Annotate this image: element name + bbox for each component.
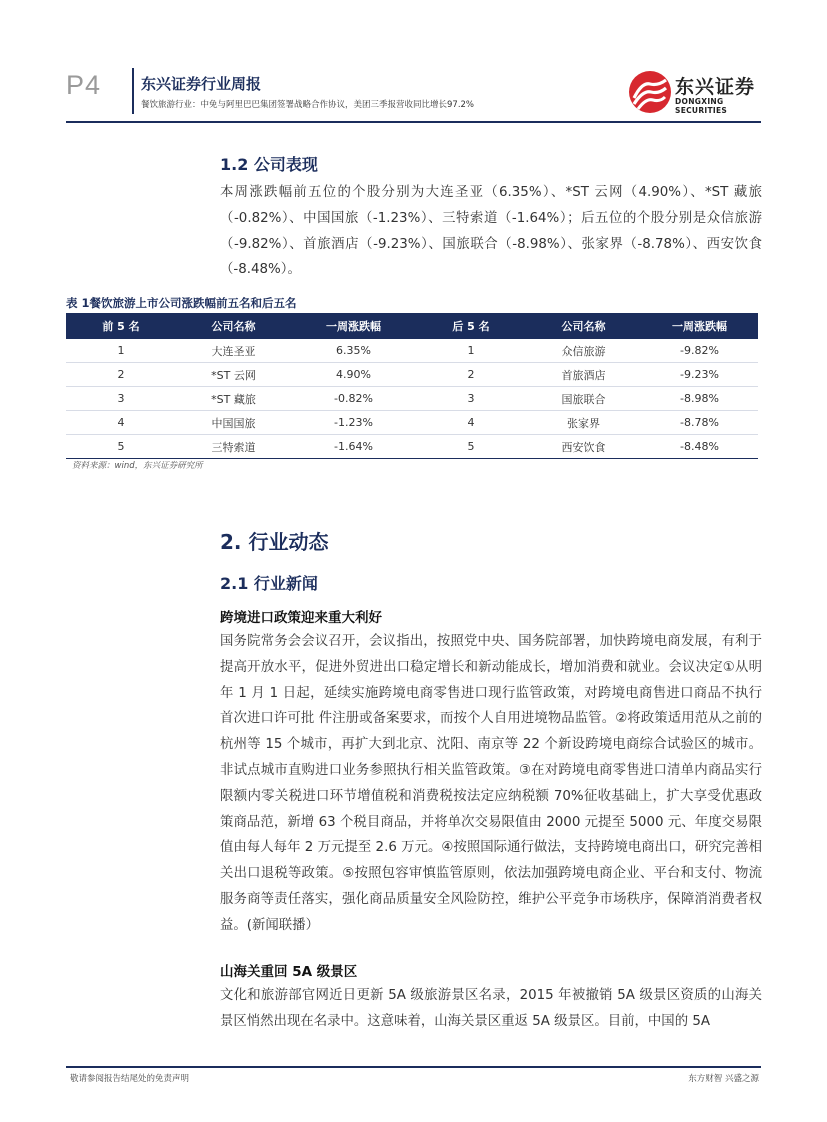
- report-title: 东兴证券行业周报: [141, 75, 262, 93]
- table-cell: 4: [66, 411, 176, 435]
- news-title-shanhaiguan: 山海关重回 5A 级景区: [220, 964, 358, 980]
- header-top5-change: 一周涨跌幅: [291, 313, 416, 339]
- table-cell: -9.23%: [641, 363, 758, 387]
- table-cell: 西安饮食: [526, 435, 641, 459]
- logo-chinese-name: 东兴证券: [675, 76, 756, 98]
- table-cell: -9.82%: [641, 339, 758, 363]
- table-row: [66, 339, 758, 363]
- company-performance-paragraph: [220, 180, 762, 283]
- company-performance-text: 本周涨跌幅前五位的个股分别为大连圣亚（6.35%）、*ST 云网（4.90%）、*ST 藏旅（-0.82%）、中国国旅（-1.23%）、三特索道（-1.64%）；后五位的个股分别是众信旅游（-9.82%）、首旅酒店（-9.23%）、国旅联合（-8.98%）、张家界（-8.78%）、西安饮食（-8.48%）。: [220, 185, 762, 278]
- table-cell: 2: [416, 363, 526, 387]
- table-row: [66, 363, 758, 387]
- news-paragraph-shanhaiguan: [220, 983, 762, 1035]
- news-text-cross-border: 国务院常务会会议召开，会议指出，按照党中央、国务院部署，加快跨境电商发展，有利于提高开放水平，促进外贸进出口稳定增长和新动能成长，增加消费和就业。会议决定①从明年 1 月 1 日起，延续实施跨境电商零售进口现行监管政策，对跨境电商售进口商品不执行首次进口许可批 件注册或备案要求，而按个人自用进境物品监管。②将政策适用范从之前的杭州等 15 个城市，再扩大到北京、沈阳、南京等 22 个新设跨境电商综合试验区的城市。非试点城市直购进口业务参照执行相关监管政策。③在对跨境电商零售进口清单内商品实行限额内零关税进口环节增值税和消费税按法定应纳税额 70%征收基础上，扩大享受优惠政策商品范，新增 63 个税目商品，并将单次交易限值由 2000 元提至 5000 元、年度交易限值由每人每年 2 万元提至 2.6 万元。④按照国际通行做法，支持跨境电商出口，研究完善相关出口退税等政策。⑤按照包容审慎监管原则，依法加强跨境电商企业、平台和支付、物流服务商等责任落实，强化商品质量安全风险防控，维护公平竞争市场秩序，保障消消费者权益。(新闻联播）: [220, 634, 762, 933]
- header-bottom5-change: 一周涨跌幅: [641, 313, 758, 339]
- table-cell: -1.23%: [291, 411, 416, 435]
- table-cell: 4: [416, 411, 526, 435]
- table-header-row: [66, 313, 758, 339]
- footer-rule: [66, 1066, 761, 1068]
- table-cell: 1: [416, 339, 526, 363]
- table-row: [66, 435, 758, 459]
- logo-mark-icon: [628, 70, 672, 114]
- header-top5-company: 公司名称: [176, 313, 291, 339]
- stock-performance-table: [66, 313, 758, 459]
- footer-disclaimer: 敬请参阅报告结尾处的免责声明: [70, 1074, 190, 1084]
- footer-slogan: 东方财智 兴盛之源: [688, 1074, 759, 1084]
- header-bottom5-rank: 后 5 名: [416, 313, 526, 339]
- table-cell: -1.64%: [291, 435, 416, 459]
- table-cell: 5: [416, 435, 526, 459]
- company-logo: [628, 70, 768, 116]
- news-paragraph-cross-border: [220, 629, 762, 939]
- logo-english-name: DONGXING SECURITIES: [675, 97, 728, 115]
- table-cell: 4.90%: [291, 363, 416, 387]
- table-cell: 5: [66, 435, 176, 459]
- news-text-shanhaiguan: 文化和旅游部官网近日更新 5A 级旅游景区名录，2015 年被撤销 5A 级景区资质的山海关景区悄然出现在名录中。这意味着，山海关景区重返 5A 级景区。目前，中国的 5A: [220, 988, 762, 1029]
- table-cell: 张家界: [526, 411, 641, 435]
- table-cell: 3: [66, 387, 176, 411]
- page-number: P4: [66, 70, 102, 100]
- section-heading-company-performance: 1.2 公司表现: [220, 155, 318, 174]
- table-source-note: 资料来源：wind，东兴证券研究所: [72, 461, 203, 471]
- header-top5-rank: 前 5 名: [66, 313, 176, 339]
- table-cell: *ST 藏旅: [176, 387, 291, 411]
- header-bottom5-company: 公司名称: [526, 313, 641, 339]
- table-cell: 大连圣亚: [176, 339, 291, 363]
- table-cell: -8.98%: [641, 387, 758, 411]
- table-cell: 国旅联合: [526, 387, 641, 411]
- table-cell: -8.48%: [641, 435, 758, 459]
- table-cell: 中国国旅: [176, 411, 291, 435]
- table-cell: *ST 云网: [176, 363, 291, 387]
- table-cell: -0.82%: [291, 387, 416, 411]
- header-rule: [66, 121, 761, 123]
- table-cell: 首旅酒店: [526, 363, 641, 387]
- table-cell: 2: [66, 363, 176, 387]
- table-cell: 众信旅游: [526, 339, 641, 363]
- table-row: [66, 411, 758, 435]
- table-cell: 三特索道: [176, 435, 291, 459]
- table-cell: -8.78%: [641, 411, 758, 435]
- table-row: [66, 387, 758, 411]
- news-title-cross-border: 跨境进口政策迎来重大利好: [220, 610, 382, 626]
- table-cell: 1: [66, 339, 176, 363]
- report-subtitle: 餐饮旅游行业：中免与阿里巴巴集团签署战略合作协议，美团三季报营收同比增长97.2%: [141, 100, 475, 110]
- table-cell: 6.35%: [291, 339, 416, 363]
- header-divider: [132, 68, 134, 114]
- section-heading-industry-news: 2.1 行业新闻: [220, 574, 318, 593]
- section-heading-industry-dynamics: 2. 行业动态: [220, 530, 329, 554]
- table-cell: 3: [416, 387, 526, 411]
- table-title: 表 1餐饮旅游上市公司涨跌幅前五名和后五名: [66, 296, 297, 310]
